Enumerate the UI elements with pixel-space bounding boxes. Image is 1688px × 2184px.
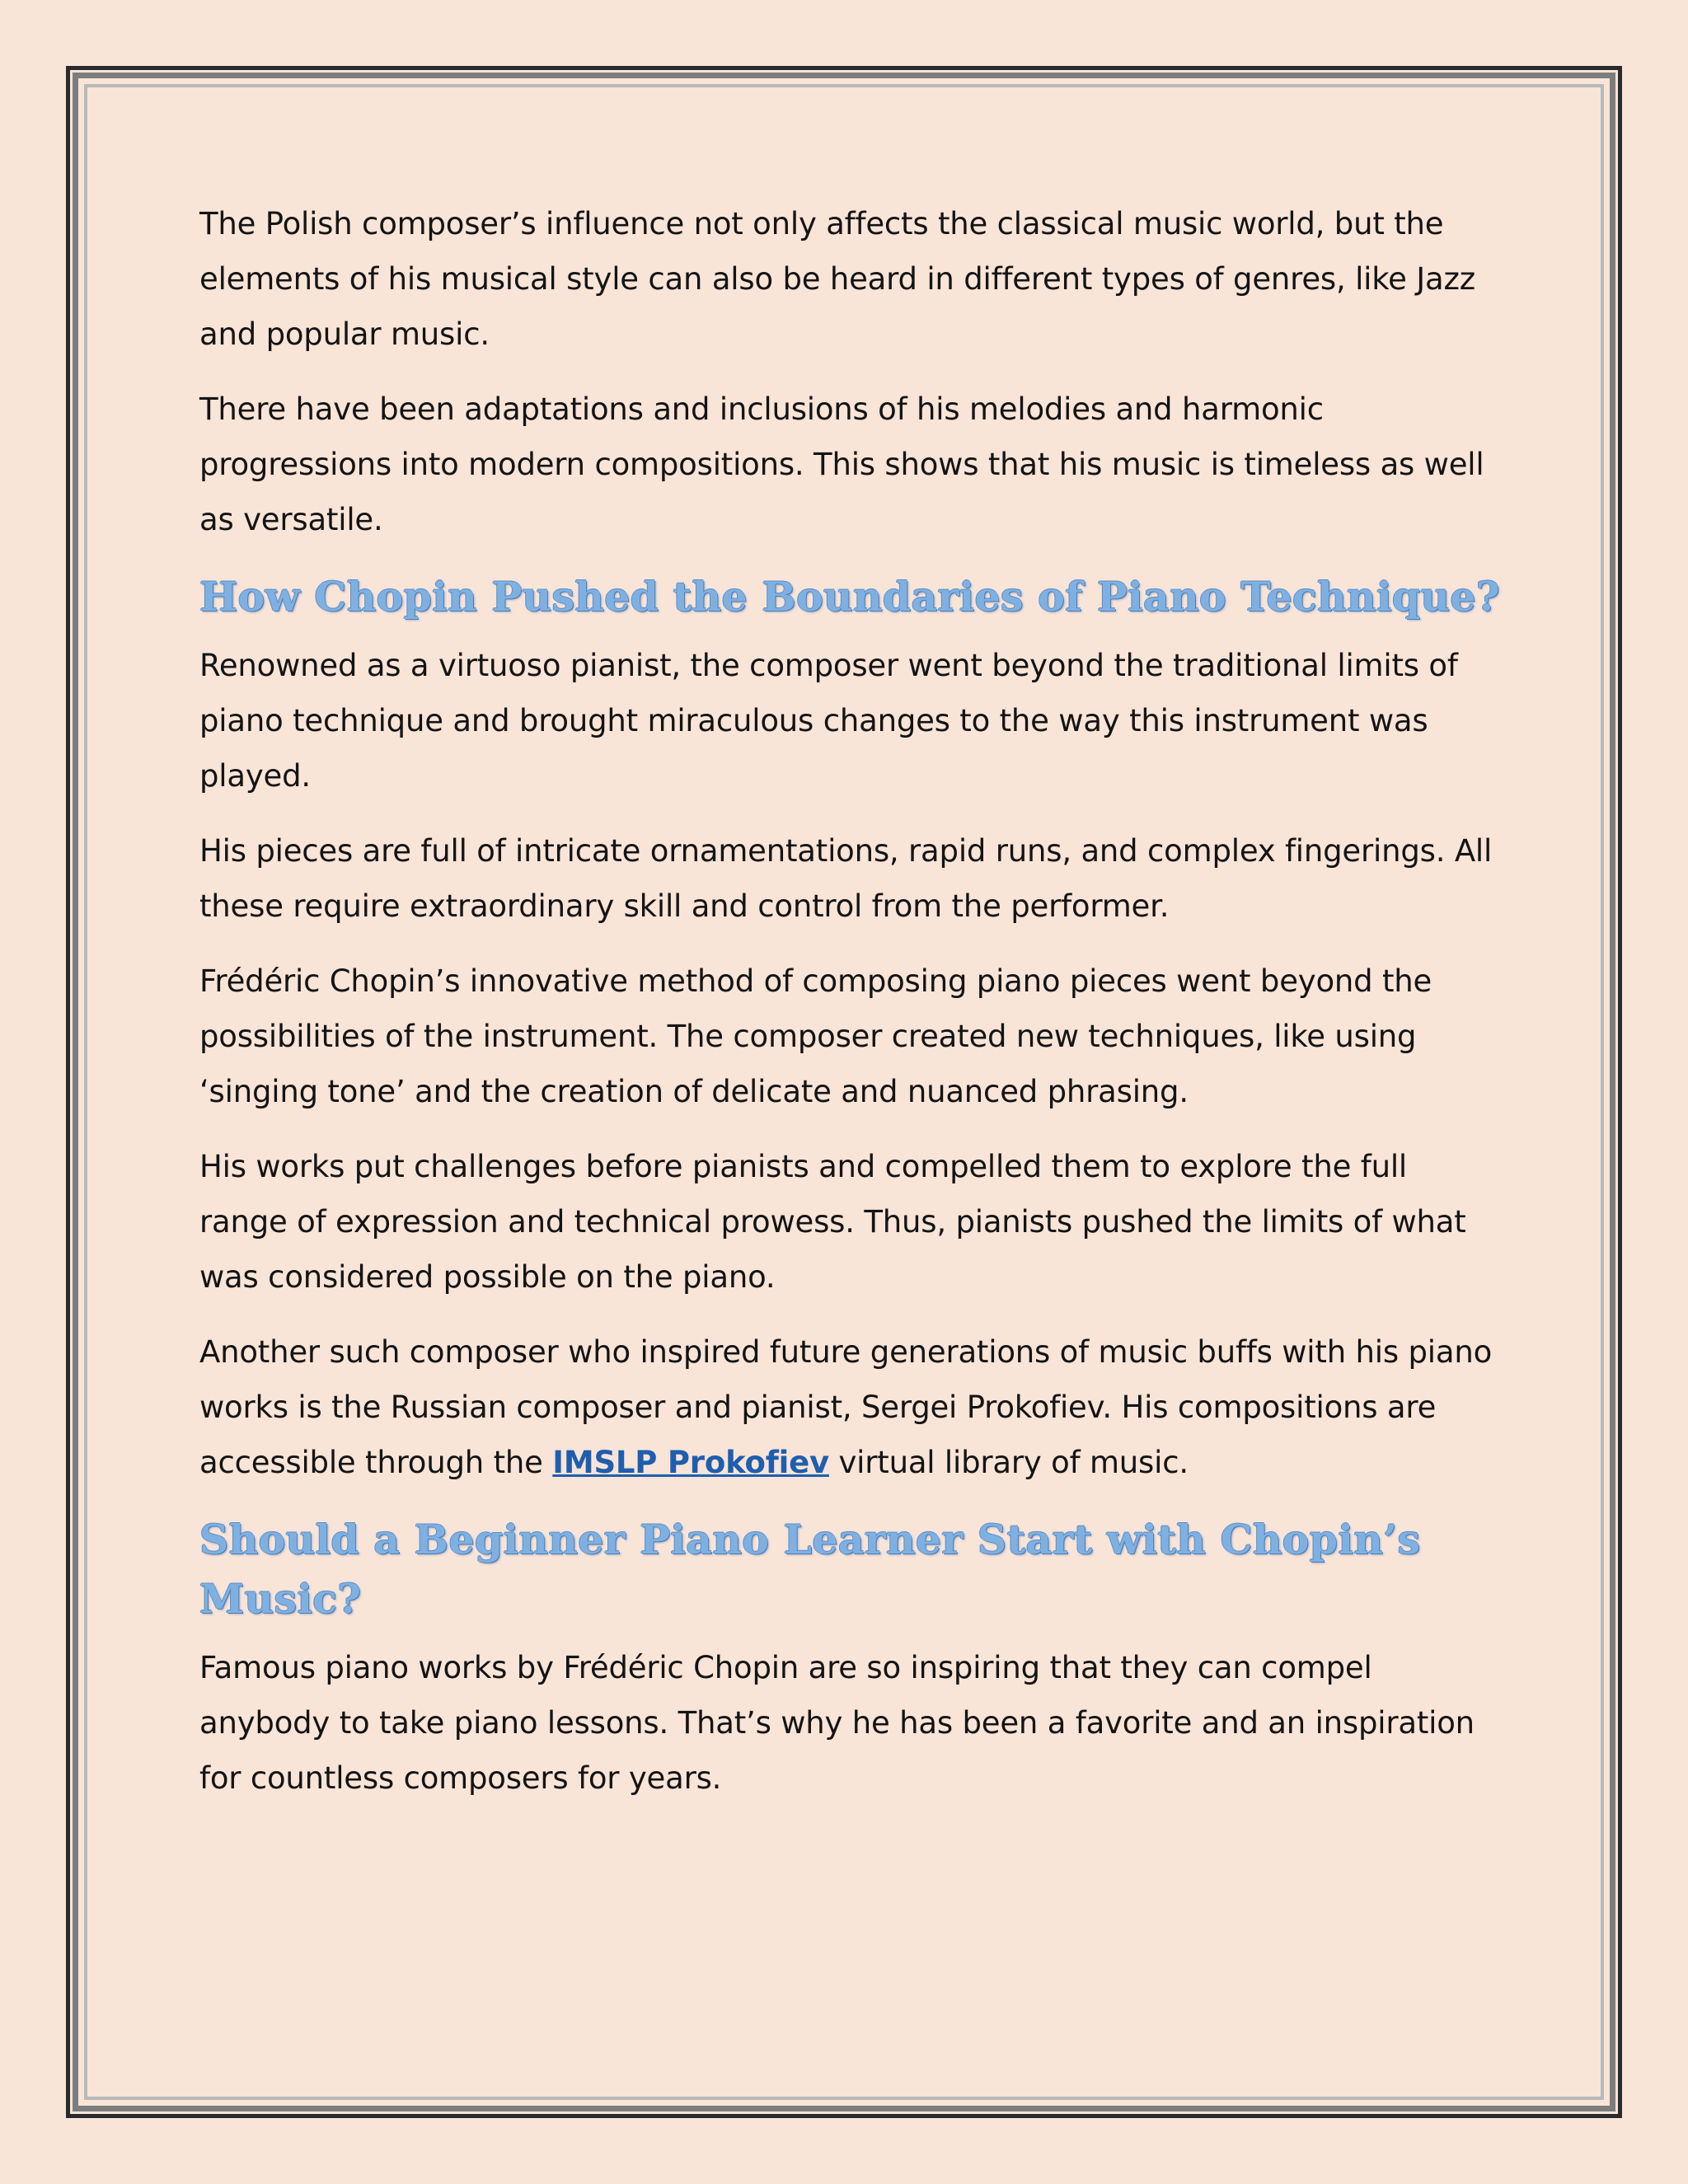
paragraph-influence: The Polish composer’s influence not only affects the classical music world, but the elements of his musical style can also be heard in different types of genres, like Jazz and popular music.: [199, 206, 1475, 352]
paragraph-adaptations: There have been adaptations and inclusions of his melodies and harmonic progressions into modern compositions. This shows that his music is timeless as well as versatile.: [199, 391, 1484, 537]
paragraph-famous-works: Famous piano works by Frédéric Chopin are so inspiring that they can compel anybody to take piano lessons. That’s why he has been a favorite and an inspiration for countless composers for years.: [199, 1650, 1475, 1796]
paragraph-ornamentations: His pieces are full of intricate ornamentations, rapid runs, and complex fingerings. All these require extraordinary skill and control from the performer.: [199, 833, 1493, 924]
heading-piano-technique: How Chopin Pushed the Boundaries of Piano Technique?: [199, 573, 1500, 621]
paragraph-prokofiev: [199, 1324, 1502, 1490]
paragraph-prokofiev-text-start: Another such composer who inspired future generations of music buffs with his piano works is the Russian composer and pianist, Sergei Prokofiev. His compositions are accessible through the: [199, 1334, 1493, 1480]
paragraph-prokofiev-text-end: virtual library of music.: [828, 1445, 1189, 1480]
paragraph-challenges: His works put challenges before pianists and compelled them to explore the full range of expression and technical prowess. Thus, pianists pushed the limits of what was considered possible on the piano.: [199, 1149, 1466, 1295]
imslp-prokofiev-link[interactable]: IMSLP Prokofiev: [552, 1445, 829, 1480]
paragraph-virtuoso: Renowned as a virtuoso pianist, the composer went beyond the traditional limits of piano technique and brought miraculous changes to the way this instrument was played.: [199, 648, 1458, 794]
paragraph-innovative-method: Frédéric Chopin’s innovative method of composing piano pieces went beyond the possibilities of the instrument. The composer created new techniques, like using ‘singing tone’ and the creation of delicate and nuanced phrasing.: [199, 963, 1432, 1109]
document-body: [199, 196, 1502, 1825]
heading-beginner-learner: Should a Beginner Piano Learner Start with Chopin’s Music?: [199, 1516, 1421, 1623]
